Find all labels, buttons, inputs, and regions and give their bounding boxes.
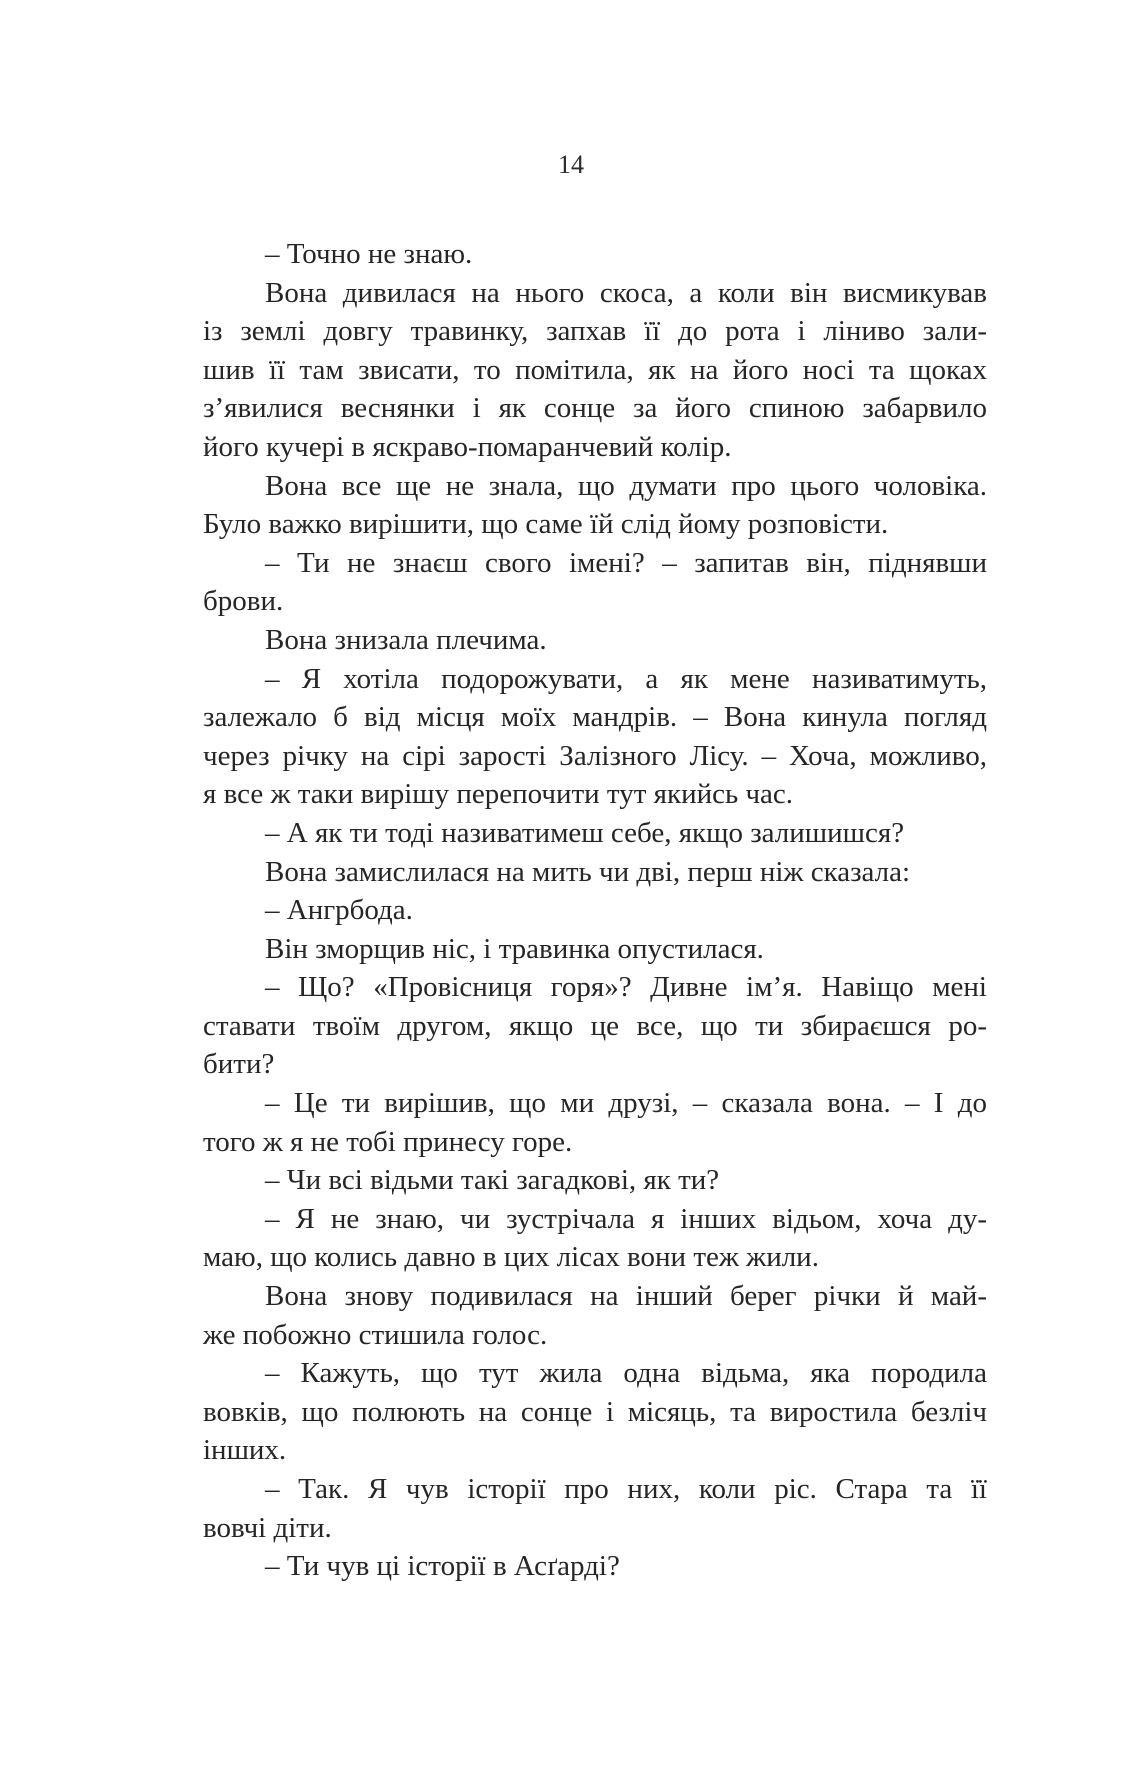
- paragraph: [203, 1200, 987, 1277]
- text-line: Було важко вирішити, що саме їй слід йому розповісти.: [203, 508, 889, 541]
- text-line: вовчі діти.: [203, 1511, 332, 1544]
- text-line: Вона замислилася на мить чи дві, перш ніж сказала:: [265, 855, 911, 888]
- text-line: Вона дивилася на нього скоса, а коли він висмикував: [265, 276, 987, 309]
- text-line: брови.: [203, 585, 284, 618]
- paragraph: [203, 1470, 987, 1547]
- text-line: Вона знизала плечима.: [265, 623, 547, 656]
- paragraph: [203, 1161, 987, 1200]
- body-text: [203, 235, 987, 1586]
- paragraph: [203, 814, 987, 853]
- text-line: з’явилися веснянки і як сонце за його спиною забарвило: [203, 392, 987, 425]
- text-line: я все ж таки вирішу перепочити тут якийсь час.: [203, 778, 794, 811]
- text-line: – Чи всі відьми такі загадкові, як ти?: [265, 1164, 720, 1197]
- paragraph: [203, 1354, 987, 1470]
- paragraph: [203, 274, 987, 467]
- text-line: того ж я не тобі принесу горе.: [203, 1125, 573, 1158]
- text-line: Він зморщив ніс, і травинка опустилася.: [265, 932, 764, 965]
- text-line: – А як ти тоді називатимеш себе, якщо залишишся?: [265, 816, 905, 849]
- text-line: – Ангрбода.: [265, 894, 413, 927]
- text-line: маю, що колись давно в цих лісах вони теж жили.: [203, 1241, 819, 1274]
- text-line: – Я хотіла подорожувати, а як мене називатимуть,: [265, 662, 987, 695]
- text-line: через річку на сірі зарості Залізного Лісу. – Хоча, можливо,: [203, 739, 987, 772]
- text-line: – Так. Я чув історії про них, коли ріс. Стара та її: [265, 1473, 987, 1505]
- text-line: – Ти не знаєш свого імені? – запитав він, піднявши: [265, 546, 987, 579]
- paragraph: [203, 1084, 987, 1161]
- text-line: Вона все ще не знала, що думати про цього чоловіка.: [265, 469, 987, 502]
- paragraph: [203, 235, 987, 274]
- paragraph: [203, 968, 987, 1084]
- text-line: – Кажуть, що тут жила одна відьма, яка породила: [265, 1357, 987, 1390]
- text-line: із землі довгу травинку, запхав її до рота і ліниво зали-: [203, 315, 987, 348]
- text-line: вовків, що полюють на сонце і місяць, та виростила безліч: [203, 1395, 987, 1428]
- text-line: бити?: [203, 1048, 275, 1081]
- paragraph: [203, 891, 987, 930]
- text-line: ставати твоїм другом, якщо це все, що ти збираєшся ро-: [203, 1009, 987, 1042]
- text-line: – Це ти вирішив, що ми друзі, – сказала вона. – І до: [265, 1087, 987, 1120]
- text-line: його кучері в яскраво-помаранчевий колір.: [203, 430, 732, 463]
- paragraph: [203, 621, 987, 660]
- text-line: Вона знову подивилася на інший берег річки й май-: [265, 1280, 987, 1313]
- page-number: 14: [558, 150, 584, 179]
- paragraph: [203, 1547, 987, 1586]
- paragraph: [203, 930, 987, 969]
- text-line: – Що? «Провісниця горя»? Дивне ім’я. Навіщо мені: [265, 971, 987, 1004]
- paragraph: [203, 853, 987, 892]
- text-line: – Точно не знаю.: [265, 238, 473, 270]
- text-line: – Ти чув ці історії в Асґарді?: [265, 1550, 620, 1583]
- text-line: же побожно стишила голос.: [203, 1318, 548, 1351]
- text-line: шив її там звисати, то помітила, як на його носі та щоках: [203, 353, 987, 386]
- text-line: залежало б від місця моїх мандрів. – Вона кинула погляд: [203, 701, 987, 734]
- text-line: – Я не знаю, чи зустрічала я інших відьом, хоча ду-: [265, 1202, 987, 1235]
- paragraph: [203, 467, 987, 544]
- paragraph: [203, 544, 987, 621]
- text-line: інших.: [203, 1434, 287, 1467]
- paragraph: [203, 660, 987, 814]
- paragraph: [203, 1277, 987, 1354]
